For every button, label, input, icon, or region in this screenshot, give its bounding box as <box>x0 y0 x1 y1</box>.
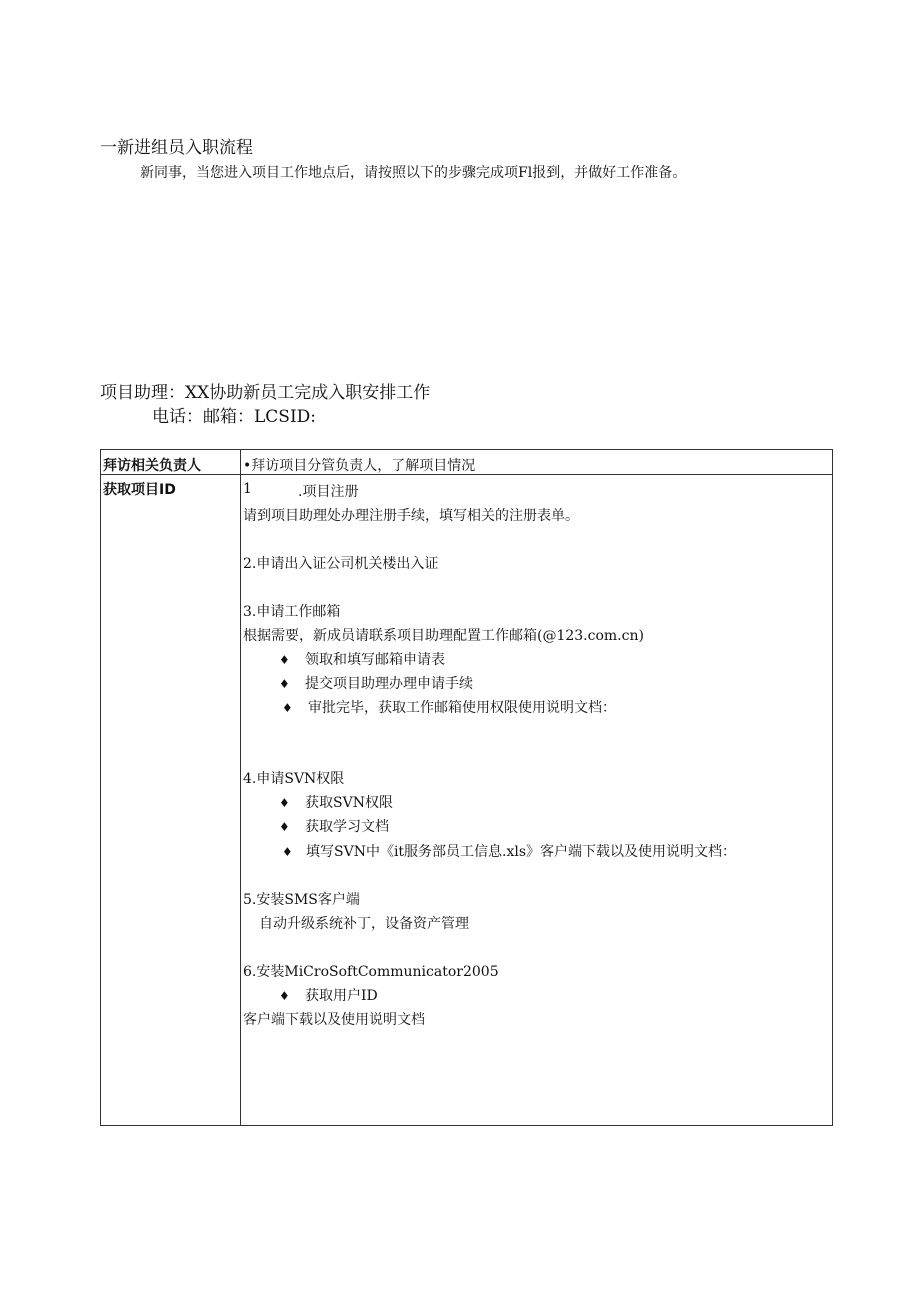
step1-number: 1 <box>243 481 252 497</box>
bullet-text: 领取和填写邮箱申请表 <box>305 652 445 668</box>
bullet-text: 获取用户ID <box>305 988 378 1004</box>
bullet-text: 审批完毕，获取工作邮箱使用权限使用说明文档： <box>308 700 616 716</box>
bullet-text: 获取SVN权限 <box>305 795 393 811</box>
row-label-visit: 拜访相关负责人 <box>103 458 201 474</box>
bullet-text: 提交项目助理办理申请手续 <box>305 676 473 692</box>
diamond-bullet-icon: ♦ <box>279 653 290 667</box>
diamond-bullet-icon: ♦ <box>282 701 293 715</box>
step3: 3.申请工作邮箱 <box>243 604 341 620</box>
onboarding-table <box>100 449 833 1126</box>
list-item <box>282 841 736 861</box>
step2: 2.申请出入证公司机关楼出入证 <box>243 556 439 572</box>
diamond-bullet-icon: ♦ <box>282 845 293 859</box>
step1-desc: 请到项目助理处办理注册手续，填写相关的注册表单。 <box>243 508 579 524</box>
step6-desc: 客户端下载以及使用说明文档 <box>243 1012 425 1028</box>
column-divider <box>240 450 241 1125</box>
intro-paragraph: 新同事，当您进入项目工作地点后，请按照以下的步骤完成项Fl报到，并做好工作准备。 <box>140 165 687 181</box>
step6: 6.安装MiCroSoftCommunicator2005 <box>243 964 499 980</box>
list-item <box>279 673 473 693</box>
step4: 4.申请SVN权限 <box>243 771 345 787</box>
assistant-line: 项目助理：XX协助新员工完成入职安排工作 <box>100 383 431 403</box>
list-item <box>279 792 393 812</box>
step5-desc: 自动升级系统补丁，设备资产管理 <box>259 916 469 932</box>
list-item <box>279 985 378 1005</box>
step5: 5.安装SMS客户端 <box>243 892 360 908</box>
list-item <box>279 816 389 836</box>
diamond-bullet-icon: ♦ <box>279 989 290 1003</box>
diamond-bullet-icon: ♦ <box>279 796 290 810</box>
list-item <box>279 649 445 669</box>
bullet-text: 获取学习文档 <box>305 819 389 835</box>
bullet-text: 填写SVN中《it服务部员工信息.xls》客户端下载以及使用说明文档： <box>306 844 737 860</box>
diamond-bullet-icon: ♦ <box>279 820 290 834</box>
diamond-bullet-icon: ♦ <box>279 677 290 691</box>
document-title: 一新进组员入职流程 <box>100 138 253 158</box>
step3-desc: 根据需要，新成员请联系项目助理配置工作邮箱(@123.com.cn) <box>243 628 644 644</box>
list-item <box>282 697 616 717</box>
step1-title: .项目注册 <box>298 484 359 500</box>
row-label-get-id: 获取项目ID <box>103 482 176 498</box>
visit-content: •拜访项目分管负责人，了解项目情况 <box>243 458 476 474</box>
contact-line: 电话：邮箱：LCSID: <box>152 407 317 427</box>
